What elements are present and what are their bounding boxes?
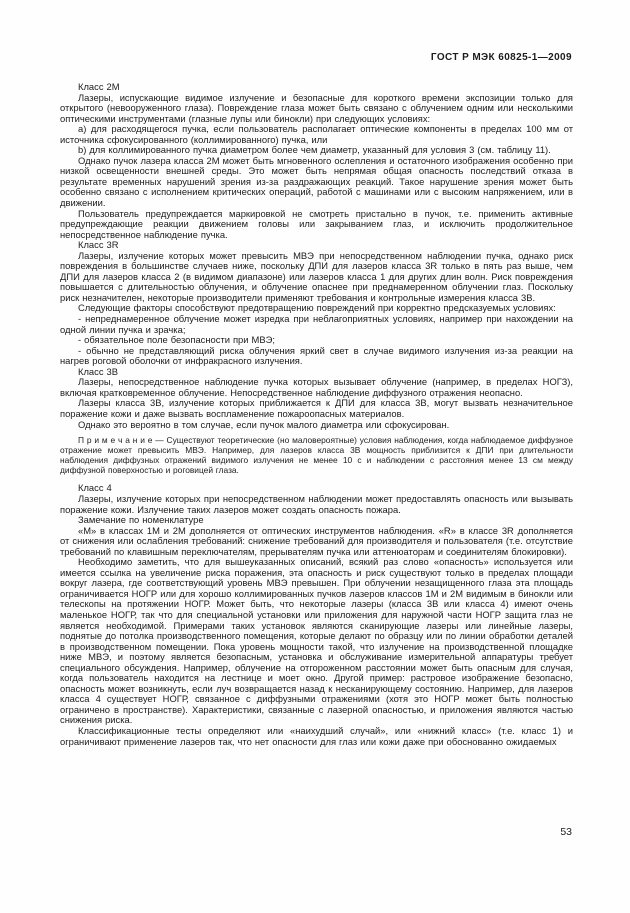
paragraph: Лазеры, излучение которых при непосредственном наблюдении может предоставлять опасность или вызывать поражение кожи. Излучение таких лазеров может создать опасность пожара.	[60, 492, 573, 515]
paragraph: Необходимо заметить, что для вышеуказанных описаний, всякий раз слово «опасность» используется или имеется ссылка на увеличение риска поражения, эта опасность и риск существуют только в пределах площади вокруг лазера, где соответствующий уровень МВЭ превышен. При облучении незащищенного глаза эта площадь ограничивается НОГР или для хорошо коллимированных пучков лазеров классов 1М и 2М видимым в бинокли или телескопы на протяжении НОГР. Может быть, что некоторые лазеры (класса 3В или класса 4) имеют очень маленькое НОГР, так что для специальной установки или приложения для наружной части НОГР защита глаз не является необходимой. Примерами таких установок являются сканирующие лазеры или линейные лазеры, поднятые до потолка производственного помещения, которые делают по образцу или по линии обработки деталей в производственном помещении. Пока уровень мощности такой, что излучение на производственной площадке ниже МВЭ, и поэтому является безопасным, установка и обслуживание измерительной аппаратуры требует специального обсуждения. Например, облучение на отгороженном расстоянии может быть опасным для случая, когда пользователь находится на лестнице и моет окно. Другой пример: растровое изображение безопасно, опасность может возникнуть, если луч возвращается назад к несканирующему состоянию. Например, для лазеров класса 4 существует НОГР, связанное с диффузными отражениями (хотя это НОГР может быть полностью ограничено в пространстве). Характеристики, связанные с лазерной опасностью, и приложения являются частью снижения риска.	[60, 556, 573, 726]
paragraph: Лазеры, непосредственное наблюдение пучка которых вызывает облучение (например, в пределах НОГЗ), включая кратковременное облучение. Непосредственное наблюдение диффузного отражения неопасно.	[60, 376, 573, 398]
paragraph: Пользователь предупреждается маркировкой не смотреть пристально в пучок, т.е. применить активные предупреждающие реакции движением головы или закрыванием глаз, и исключить продолжительное непосредственное наблюдение пучка.	[60, 207, 573, 240]
page-number: 53	[560, 826, 572, 838]
paragraph: а) для расходящегося пучка, если пользователь располагает оптические компоненты в пределах 100 мм от источника сфокусированного (коллимированного) пучка, или	[60, 123, 573, 145]
paragraph: Однако это вероятно в том случае, если пучок малого диаметра или сфокусирован.	[78, 418, 450, 430]
paragraph: b) для коллимированного пучка диаметром более чем диаметр, указанный для условия 3 (см. таблицу 11).	[78, 144, 551, 156]
paragraph: Однако пучок лазера класса 2М может быть мгновенного ослепления и остаточного изображения особенно при низкой освещенности внешней среды. Это может быть непрямая общая опасность последствий отказа в результате временных нарушений зрения из-за раздражающих реакций. Такое нарушение зрения может быть особенно связано с исполнением критических операций, работой с машинами или с высоким напряжением, или в движении.	[60, 154, 573, 209]
paragraph: «М» в классах 1М и 2М дополняется от оптических инструментов наблюдения. «R» в классе 3R дополняется от снижения или ослабления требований: снижение требований для производителя и пользователя (т.е. отсутствие требований по клавишным переключателям, прерывателям пучка или аттенюаторам и соединителям блокировки).	[60, 524, 573, 557]
paragraph: - непреднамеренное облучение может изредка при неблагоприятных условиях, например при нахождении на одной линии пучка и зрачка;	[60, 313, 573, 335]
document-header: ГОСТ Р МЭК 60825-1—2009	[430, 52, 572, 63]
paragraph: Класс 3В	[78, 365, 118, 377]
paragraph: Лазеры, испускающие видимое излучение и безопасные для короткого времени экспозиции только для открытого (невооруженного глаза). Повреждение глаза может быть связано с облучением одним или несколькими оптическими инструментами (глазные лупы или бинокли) при следующих условиях:	[60, 91, 573, 124]
paragraph: Класс 2М	[78, 81, 120, 92]
paragraph: Следующие факторы способствуют предотвращению повреждений при корректно предсказуемых условиях:	[78, 302, 556, 314]
paragraph: Классификационные тесты определяют или «наихудший случай», или «нижний класс» (т.е. класс 1) и ограничивают применение лазеров так, что нет опасности для глаз или кожи даже при обоснованно ожидаемых	[60, 725, 573, 747]
paragraph: - обычно не представляющий риска облучения яркий свет в случае видимого излучения из-за реакции на нагрев роговой оболочки от инфракрасного излучения.	[60, 344, 573, 367]
note-paragraph: П р и м е ч а н и е — Существуют теоретические (но маловероятные) условия наблюдения, когда наблюдаемое диффузное отражение может превысить МВЭ. Например, для лазеров класса 3В мощность приблизится к ДПИ при длительности наблюдения диффузных отражений видимого излучения не менее 10 с и наблюдении с расстояния менее 13 см между диффузной поверхностью и роговицей глаза.	[60, 435, 573, 476]
document-body	[60, 82, 573, 747]
paragraph: Лазеры, излучение которых может превысить МВЭ при непосредственном наблюдении пучка, однако риск повреждения в большинстве случаев ниже, поскольку ДПИ для лазеров класса 3R только в пять раз выше, чем ДПИ для лазеров класса 2 (в видимом диапазоне) или лазеров класса 1 для других длин волн. Риск повреждения повышается с длительностью облучения, и облучение опаснее при преднамеренном облучении глаз. Поскольку риск незначителен, некоторые производители применяют требования и контрольные измерения класса 3В.	[60, 249, 573, 303]
paragraph: Класс 3R	[78, 239, 119, 251]
paragraph: - обязательное поле безопасности при МВЭ;	[78, 334, 275, 346]
paragraph: Замечание по номенклатуре	[78, 514, 204, 526]
paragraph: Класс 4	[78, 482, 112, 494]
paragraph: Лазеры класса 3В, излучение которых приближается к ДПИ для класса 3В, могут вызвать незначительное поражение кожи и даже вызвать воспламенение пожароопасных материалов.	[60, 397, 573, 419]
